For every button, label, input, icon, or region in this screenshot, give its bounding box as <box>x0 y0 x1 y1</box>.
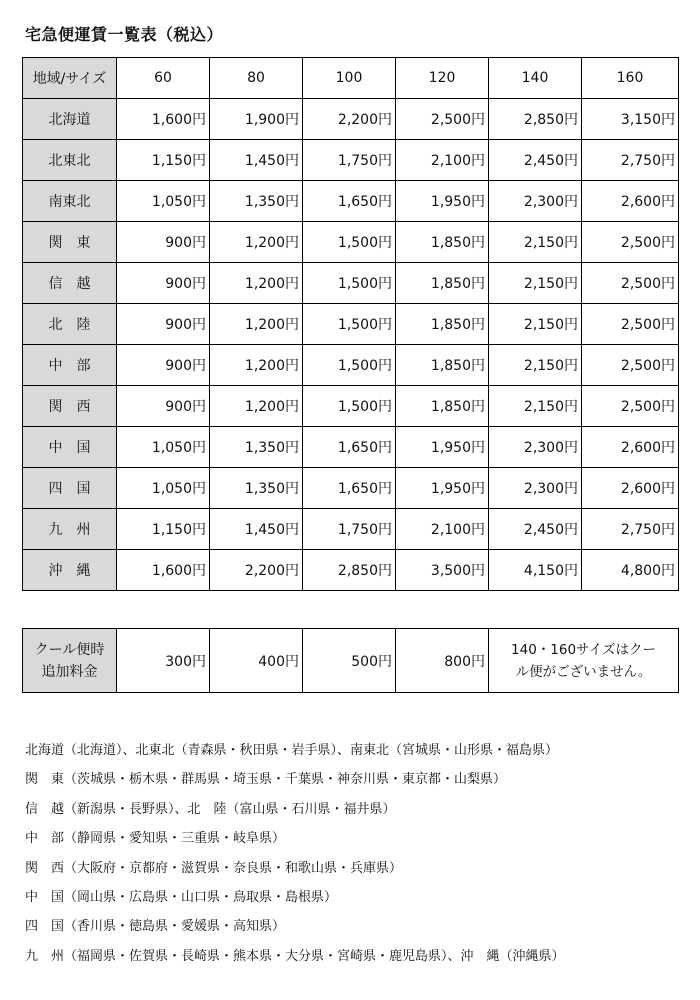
price-cell: 1,150円 <box>117 509 210 550</box>
price-cell: 1,850円 <box>396 304 489 345</box>
size-header: 140 <box>489 58 582 99</box>
table-row <box>23 140 679 181</box>
price-cell: 1,900円 <box>210 99 303 140</box>
price-cell: 1,500円 <box>303 386 396 427</box>
price-cell: 2,300円 <box>489 181 582 222</box>
region-cell: 信 越 <box>23 263 117 304</box>
table-row <box>23 304 679 345</box>
cool-surcharge-price: 500円 <box>303 629 396 693</box>
price-cell: 2,600円 <box>582 468 679 509</box>
price-cell: 1,200円 <box>210 386 303 427</box>
region-cell: 中 部 <box>23 345 117 386</box>
legend-line: 中 国（岡山県・広島県・山口県・鳥取県・島根県） <box>25 889 338 905</box>
price-cell: 1,350円 <box>210 468 303 509</box>
region-cell: 関 西 <box>23 386 117 427</box>
rate-table <box>22 57 679 591</box>
region-cell: 北 陸 <box>23 304 117 345</box>
table-row <box>23 468 679 509</box>
price-cell: 2,150円 <box>489 263 582 304</box>
cool-surcharge-label <box>23 629 117 693</box>
price-cell: 1,750円 <box>303 509 396 550</box>
legend-line: 四 国（香川県・徳島県・愛媛県・高知県） <box>25 919 286 935</box>
price-cell: 1,500円 <box>303 345 396 386</box>
price-cell: 2,100円 <box>396 140 489 181</box>
header-row <box>23 58 679 99</box>
region-cell: 北東北 <box>23 140 117 181</box>
size-header: 80 <box>210 58 303 99</box>
region-cell: 南東北 <box>23 181 117 222</box>
legend-line: 信 越（新潟県・長野県）、北 陸（富山県・石川県・福井県） <box>25 801 396 817</box>
price-cell: 900円 <box>117 345 210 386</box>
price-cell: 1,050円 <box>117 181 210 222</box>
cool-surcharge-price: 800円 <box>396 629 489 693</box>
price-cell: 1,650円 <box>303 427 396 468</box>
table-row <box>23 222 679 263</box>
price-cell: 2,200円 <box>303 99 396 140</box>
price-cell: 2,500円 <box>582 386 679 427</box>
table-row <box>23 263 679 304</box>
price-cell: 900円 <box>117 304 210 345</box>
price-cell: 2,200円 <box>210 550 303 591</box>
note-line: ル便がございません。 <box>515 663 652 680</box>
price-cell: 1,850円 <box>396 345 489 386</box>
table-row <box>23 181 679 222</box>
size-header: 120 <box>396 58 489 99</box>
price-cell: 2,150円 <box>489 386 582 427</box>
price-cell: 2,600円 <box>582 427 679 468</box>
price-cell: 1,500円 <box>303 304 396 345</box>
price-cell: 1,950円 <box>396 427 489 468</box>
price-cell: 4,150円 <box>489 550 582 591</box>
price-cell: 2,300円 <box>489 427 582 468</box>
legend-line: 九 州（福岡県・佐賀県・長崎県・熊本県・大分県・宮崎県・鹿児島県）、沖 縄（沖縄県） <box>25 948 565 964</box>
price-cell: 1,200円 <box>210 345 303 386</box>
price-cell: 2,150円 <box>489 304 582 345</box>
region-cell: 沖 縄 <box>23 550 117 591</box>
price-cell: 2,500円 <box>582 263 679 304</box>
price-cell: 2,100円 <box>396 509 489 550</box>
price-cell: 1,050円 <box>117 468 210 509</box>
price-cell: 1,850円 <box>396 263 489 304</box>
price-cell: 1,200円 <box>210 222 303 263</box>
cool-surcharge-price: 400円 <box>210 629 303 693</box>
price-cell: 1,200円 <box>210 304 303 345</box>
price-cell: 1,350円 <box>210 427 303 468</box>
price-cell: 1,200円 <box>210 263 303 304</box>
size-header: 100 <box>303 58 396 99</box>
table-row <box>23 509 679 550</box>
corner-header: 地域/サイズ <box>23 58 117 99</box>
cool-surcharge-row <box>23 629 679 693</box>
price-cell: 1,500円 <box>303 222 396 263</box>
price-cell: 1,150円 <box>117 140 210 181</box>
region-cell: 関 東 <box>23 222 117 263</box>
price-cell: 2,150円 <box>489 345 582 386</box>
region-cell: 四 国 <box>23 468 117 509</box>
price-cell: 2,500円 <box>582 222 679 263</box>
region-cell: 九 州 <box>23 509 117 550</box>
cool-surcharge-table <box>22 628 679 693</box>
table-row <box>23 427 679 468</box>
legend-line: 関 東（茨城県・栃木県・群馬県・埼玉県・千葉県・神奈川県・東京都・山梨県） <box>25 772 507 788</box>
table-row <box>23 345 679 386</box>
price-cell: 2,500円 <box>582 304 679 345</box>
price-cell: 1,500円 <box>303 263 396 304</box>
price-cell: 1,650円 <box>303 468 396 509</box>
price-cell: 1,950円 <box>396 468 489 509</box>
price-cell: 1,600円 <box>117 99 210 140</box>
price-cell: 3,500円 <box>396 550 489 591</box>
price-cell: 1,600円 <box>117 550 210 591</box>
region-legend <box>25 736 690 971</box>
size-header: 60 <box>117 58 210 99</box>
price-cell: 2,450円 <box>489 509 582 550</box>
table-row <box>23 386 679 427</box>
price-cell: 900円 <box>117 263 210 304</box>
price-cell: 2,850円 <box>303 550 396 591</box>
price-cell: 1,450円 <box>210 509 303 550</box>
price-cell: 1,650円 <box>303 181 396 222</box>
price-cell: 2,500円 <box>396 99 489 140</box>
price-cell: 2,600円 <box>582 181 679 222</box>
price-cell: 2,150円 <box>489 222 582 263</box>
legend-line: 中 部（静岡県・愛知県・三重県・岐阜県） <box>25 831 286 847</box>
cool-label-line: クール便時 <box>34 641 105 658</box>
price-cell: 1,350円 <box>210 181 303 222</box>
price-cell: 3,150円 <box>582 99 679 140</box>
price-cell: 2,300円 <box>489 468 582 509</box>
price-cell: 2,750円 <box>582 509 679 550</box>
table-row <box>23 550 679 591</box>
region-cell: 北海道 <box>23 99 117 140</box>
cool-label-line: 追加料金 <box>41 663 98 680</box>
size-header: 160 <box>582 58 679 99</box>
price-cell: 900円 <box>117 222 210 263</box>
price-cell: 2,500円 <box>582 345 679 386</box>
price-cell: 1,750円 <box>303 140 396 181</box>
price-cell: 1,450円 <box>210 140 303 181</box>
region-cell: 中 国 <box>23 427 117 468</box>
price-cell: 1,050円 <box>117 427 210 468</box>
price-cell: 2,850円 <box>489 99 582 140</box>
page-title: 宅急便運賃一覧表（税込） <box>25 25 224 44</box>
price-cell: 1,850円 <box>396 222 489 263</box>
price-cell: 4,800円 <box>582 550 679 591</box>
legend-line: 北海道（北海道）、北東北（青森県・秋田県・岩手県）、南東北（宮城県・山形県・福島県） <box>25 743 559 758</box>
price-cell: 900円 <box>117 386 210 427</box>
price-cell: 2,450円 <box>489 140 582 181</box>
cool-surcharge-price: 300円 <box>117 629 210 693</box>
note-line: 140・160サイズはクー <box>511 641 656 658</box>
cool-surcharge-note <box>489 629 679 693</box>
legend-line: 関 西（大阪府・京都府・滋賀県・奈良県・和歌山県・兵庫県） <box>25 860 403 876</box>
price-cell: 2,750円 <box>582 140 679 181</box>
price-cell: 1,850円 <box>396 386 489 427</box>
table-row <box>23 99 679 140</box>
price-cell: 1,950円 <box>396 181 489 222</box>
